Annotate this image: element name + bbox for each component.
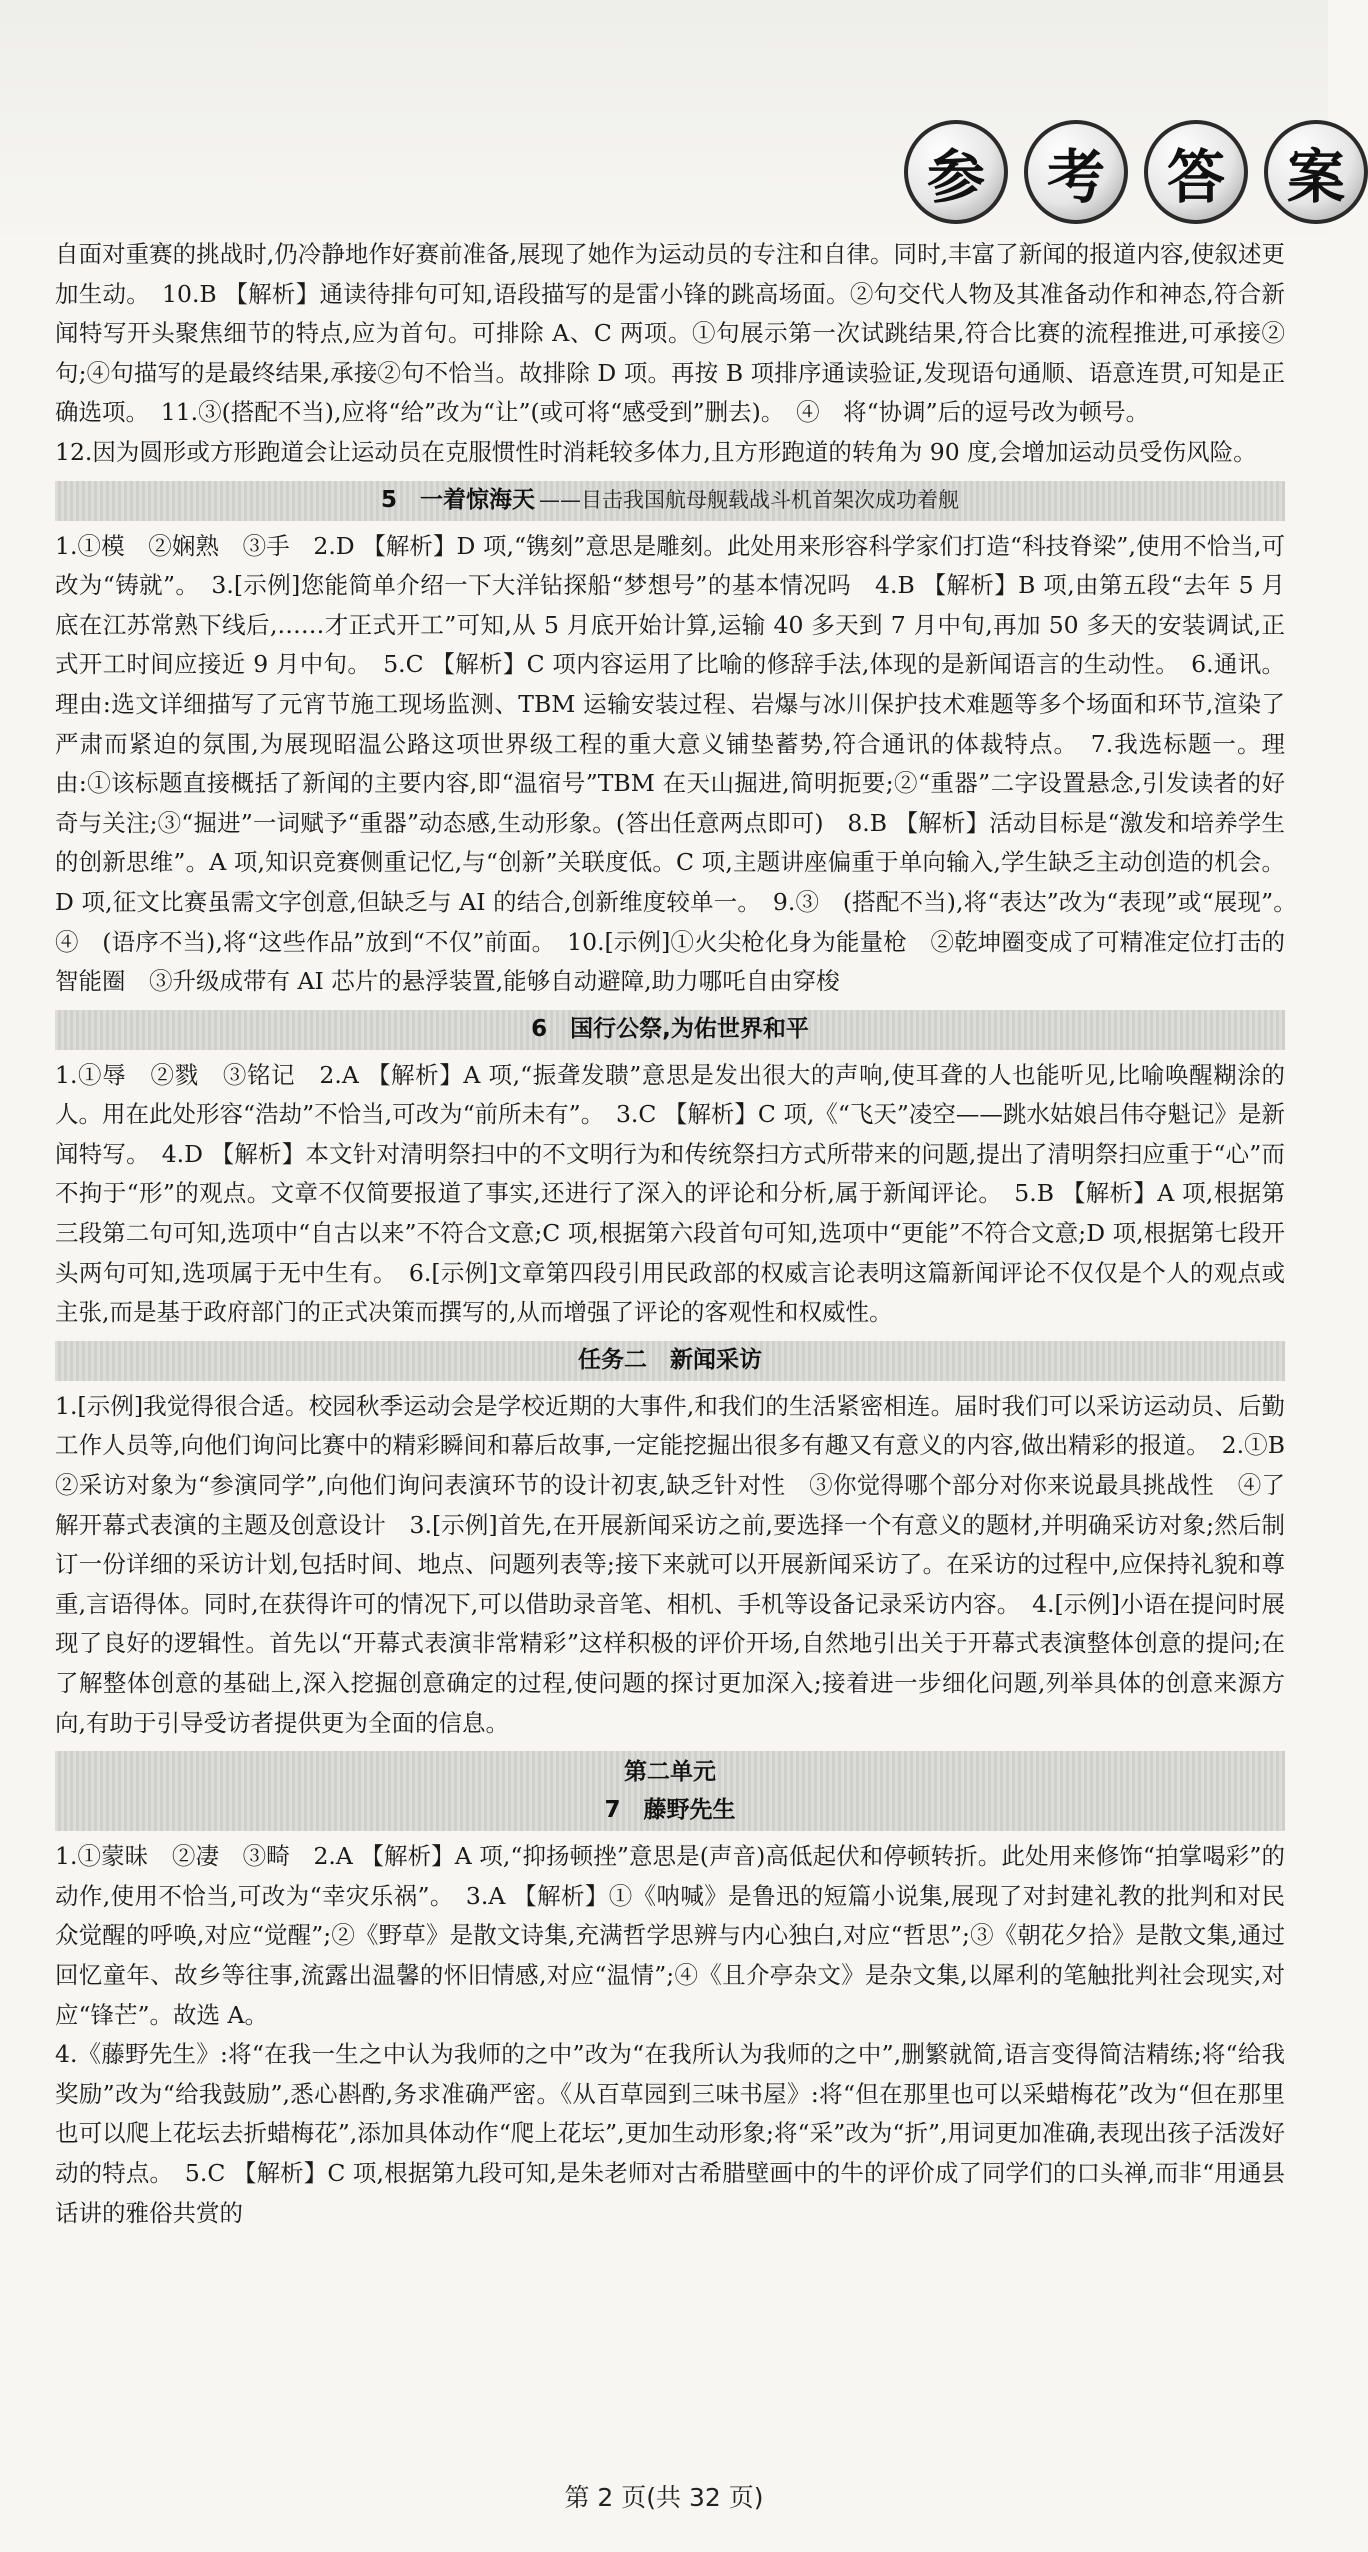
title-char: 案: [1264, 120, 1368, 224]
section-header-unit2: [55, 1751, 1285, 1831]
intro-paragraph: 自面对重赛的挑战时,仍冷静地作好赛前准备,展现了她作为运动员的专注和自律。同时,丰富了新闻的报道内容,使叙述更加生动。 10.B 【解析】通读待排句可知,语段描写的是雷小锋的跳高场面。②句交代人物及其准备动作和神态,符合新闻特写开头聚焦细节的特点,应为首句。可排除 A、C 两项。①句展示第一次试跳结果,符合比赛的流程推进,可承接②句;④句描写的是最终结果,承接②句不恰当。故排除 D 项。再按 B 项排序通读验证,发现语句通顺、语意连贯,可知是正确选项。 11.③(搭配不当),应将“给”改为“让”(或可将“感受到”删去)。 ④ 将“协调”后的逗号改为顿号。: [55, 240, 1285, 427]
section-title: 5 一着惊海天: [380, 486, 535, 513]
answer-content: [55, 235, 1309, 2233]
section-title: 任务二 新闻采访: [578, 1347, 762, 1374]
title-char: 答: [1144, 120, 1248, 224]
section-header-5: [55, 481, 1285, 521]
section-subtitle: ——目击我国航母舰载战斗机首架次成功着舰: [539, 487, 959, 512]
intro-paragraph: 12.因为圆形或方形跑道会让运动员在克服惯性时消耗较多体力,且方形跑道的转角为 90 度,会增加运动员受伤风险。: [55, 437, 1257, 466]
title-char: 参: [904, 120, 1008, 224]
title-char: 考: [1024, 120, 1128, 224]
section-6-answers: 1.①辱 ②戮 ③铭记 2.A 【解析】A 项,“振聋发聩”意思是发出很大的声响,使耳聋的人也能听见,比喻唤醒糊涂的人。用在此处形容“浩劫”不恰当,可改为“前所未有”。 3.C 【解析】C 项,《“飞天”凌空——跳水姑娘吕伟夺魁记》是新闻特写。 4.D 【解析】本文针对清明祭扫中的不文明行为和传统祭扫方式所带来的问题,提出了清明祭扫应重于“心”而不拘于“形”的观点。文章不仅简要报道了事实,还进行了深入的评论和分析,属于新闻评论。 5.B 【解析】A 项,根据第三段第二句可知,选项中“自古以来”不符合文意;C 项,根据第六段首句可知,选项中“更能”不符合文意;D 项,根据第七段开头两句可知,选项属于无中生有。 6.[示例]文章第四段引用民政部的权威言论表明这篇新闻评论不仅仅是个人的观点或主张,而是基于政府部门的正式决策而撰写的,从而增强了评论的客观性和权威性。: [55, 1060, 1285, 1327]
task-2-answers: 1.[示例]我觉得很合适。校园秋季运动会是学校近期的大事件,和我们的生活紧密相连。届时我们可以采访运动员、后勤工作人员等,向他们询问比赛中的精彩瞬间和幕后故事,一定能挖掘出很多有趣又有意义的内容,做出精彩的报道。 2.①B ②采访对象为“参演同学”,向他们询问表演环节的设计初衷,缺乏针对性 ③你觉得哪个部分对你来说最具挑战性 ④了解开幕式表演的主题及创意设计 3.[示例]首先,在开展新闻采访之前,要选择一个有意义的题材,并明确采访对象;然后制订一份详细的采访计划,包括时间、地点、问题列表等;接下来就可以开展新闻采访了。在采访的过程中,应保持礼貌和尊重,言语得体。同时,在获得许可的情况下,可以借助录音笔、相机、手机等设备记录采访内容。 4.[示例]小语在提问时展现了良好的逻辑性。首先以“开幕式表演非常精彩”这样积极的评价开场,自然地引出关于开幕式表演整体创意的提问;在了解整体创意的基础上,深入挖掘创意确定的过程,使问题的探讨更加深入;接着进一步细化问题,列举具体的创意来源方向,有助于引导受访者提供更为全面的信息。: [55, 1391, 1309, 1737]
section-5-answers: 1.①模 ②娴熟 ③手 2.D 【解析】D 项,“镌刻”意思是雕刻。此处用来形容科学家们打造“科技脊梁”,使用不恰当,可改为“铸就”。 3.[示例]您能简单介绍一下大洋钻探船“梦想号”的基本情况吗 4.B 【解析】B 项,由第五段“去年 5 月底在江苏常熟下线后,……才正式开工”可知,从 5 月底开始计算,运输 40 多天到 7 月中旬,再加 50 多天的安装调试,正式开工时间应接近 9 月中旬。 5.C 【解析】C 项内容运用了比喻的修辞手法,体现的是新闻语言的生动性。 6.通讯。理由:选文详细描写了元宵节施工现场监测、TBM 运输安装过程、岩爆与冰川保护技术难题等多个场面和环节,渲染了严肃而紧迫的氛围,为展现昭温公路这项世界级工程的重大意义铺垫蓄势,符合通讯的体裁特点。 7.我选标题一。理由:①该标题直接概括了新闻的主要内容,即“温宿号”TBM 在天山掘进,简明扼要;②“重器”二字设置悬念,引发读者的好奇与关注;③“掘进”一词赋予“重器”动态感,生动形象。(答出任意两点即可) 8.B 【解析】活动目标是“激发和培养学生的创新思维”。A 项,知识竞赛侧重记忆,与“创新”关联度低。C 项,主题讲座偏重于单向输入,学生缺乏主动创造的机会。D 项,征文比赛虽需文字创意,但缺乏与 AI 的结合,创新维度较单一。 9.③ (搭配不当),将“表达”改为“表现”或“展现”。 ④ (语序不当),将“这些作品”放到“不仅”前面。 10.[示例]①火尖枪化身为能量枪 ②乾坤圈变成了可精准定位打击的智能圈 ③升级成带有 AI 芯片的悬浮装置,能够自动避障,助力哪吒自由穿梭: [55, 531, 1309, 996]
answer-key-title: [904, 120, 1368, 224]
unit-title: 第二单元: [624, 1759, 716, 1786]
page-number: 第 2 页(共 32 页): [564, 2483, 764, 2512]
lesson-7-answers: 4.《藤野先生》:将“在我一生之中认为我师的之中”改为“在我所认为我师的之中”,删繁就简,语言变得简洁精练;将“给我奖励”改为“给我鼓励”,悉心斟酌,务求准确严密。《从百草园到三味书屋》:将“但在那里也可以采蜡梅花”改为“但在那里也可以爬上花坛去折蜡梅花”,添加具体动作“爬上花坛”,更加生动形象;将“采”改为“折”,用词更加准确,表现出孩子活泼好动的特点。 5.C 【解析】C 项,根据第九段可知,是朱老师对古希腊壁画中的牛的评价成了同学们的口头禅,而非“用通县话讲的雅俗共赏的: [55, 2040, 1285, 2227]
lesson-7-answers: 1.①蒙昧 ②凄 ③畸 2.A 【解析】A 项,“抑扬顿挫”意思是(声音)高低起伏和停顿转折。此处用来修饰“拍掌喝彩”的动作,使用不恰当,可改为“幸灾乐祸”。 3.A 【解析】①《呐喊》是鲁迅的短篇小说集,展现了对封建礼教的批判和对民众觉醒的呼唤,对应“觉醒”;②《野草》是散文诗集,充满哲学思辨与内心独白,对应“哲思”;③《朝花夕拾》是散文集,通过回忆童年、故乡等往事,流露出温馨的怀旧情感,对应“温情”;④《且介亭杂文》是杂文集,以犀利的笔触批判社会现实,对应“锋芒”。故选 A。: [55, 1842, 1285, 2029]
section-header-6: [55, 1010, 1285, 1050]
section-title: 6 国行公祭,为佑世界和平: [531, 1015, 809, 1042]
section-header-task2: [55, 1341, 1285, 1381]
lesson-title: 7 藤野先生: [604, 1797, 736, 1824]
